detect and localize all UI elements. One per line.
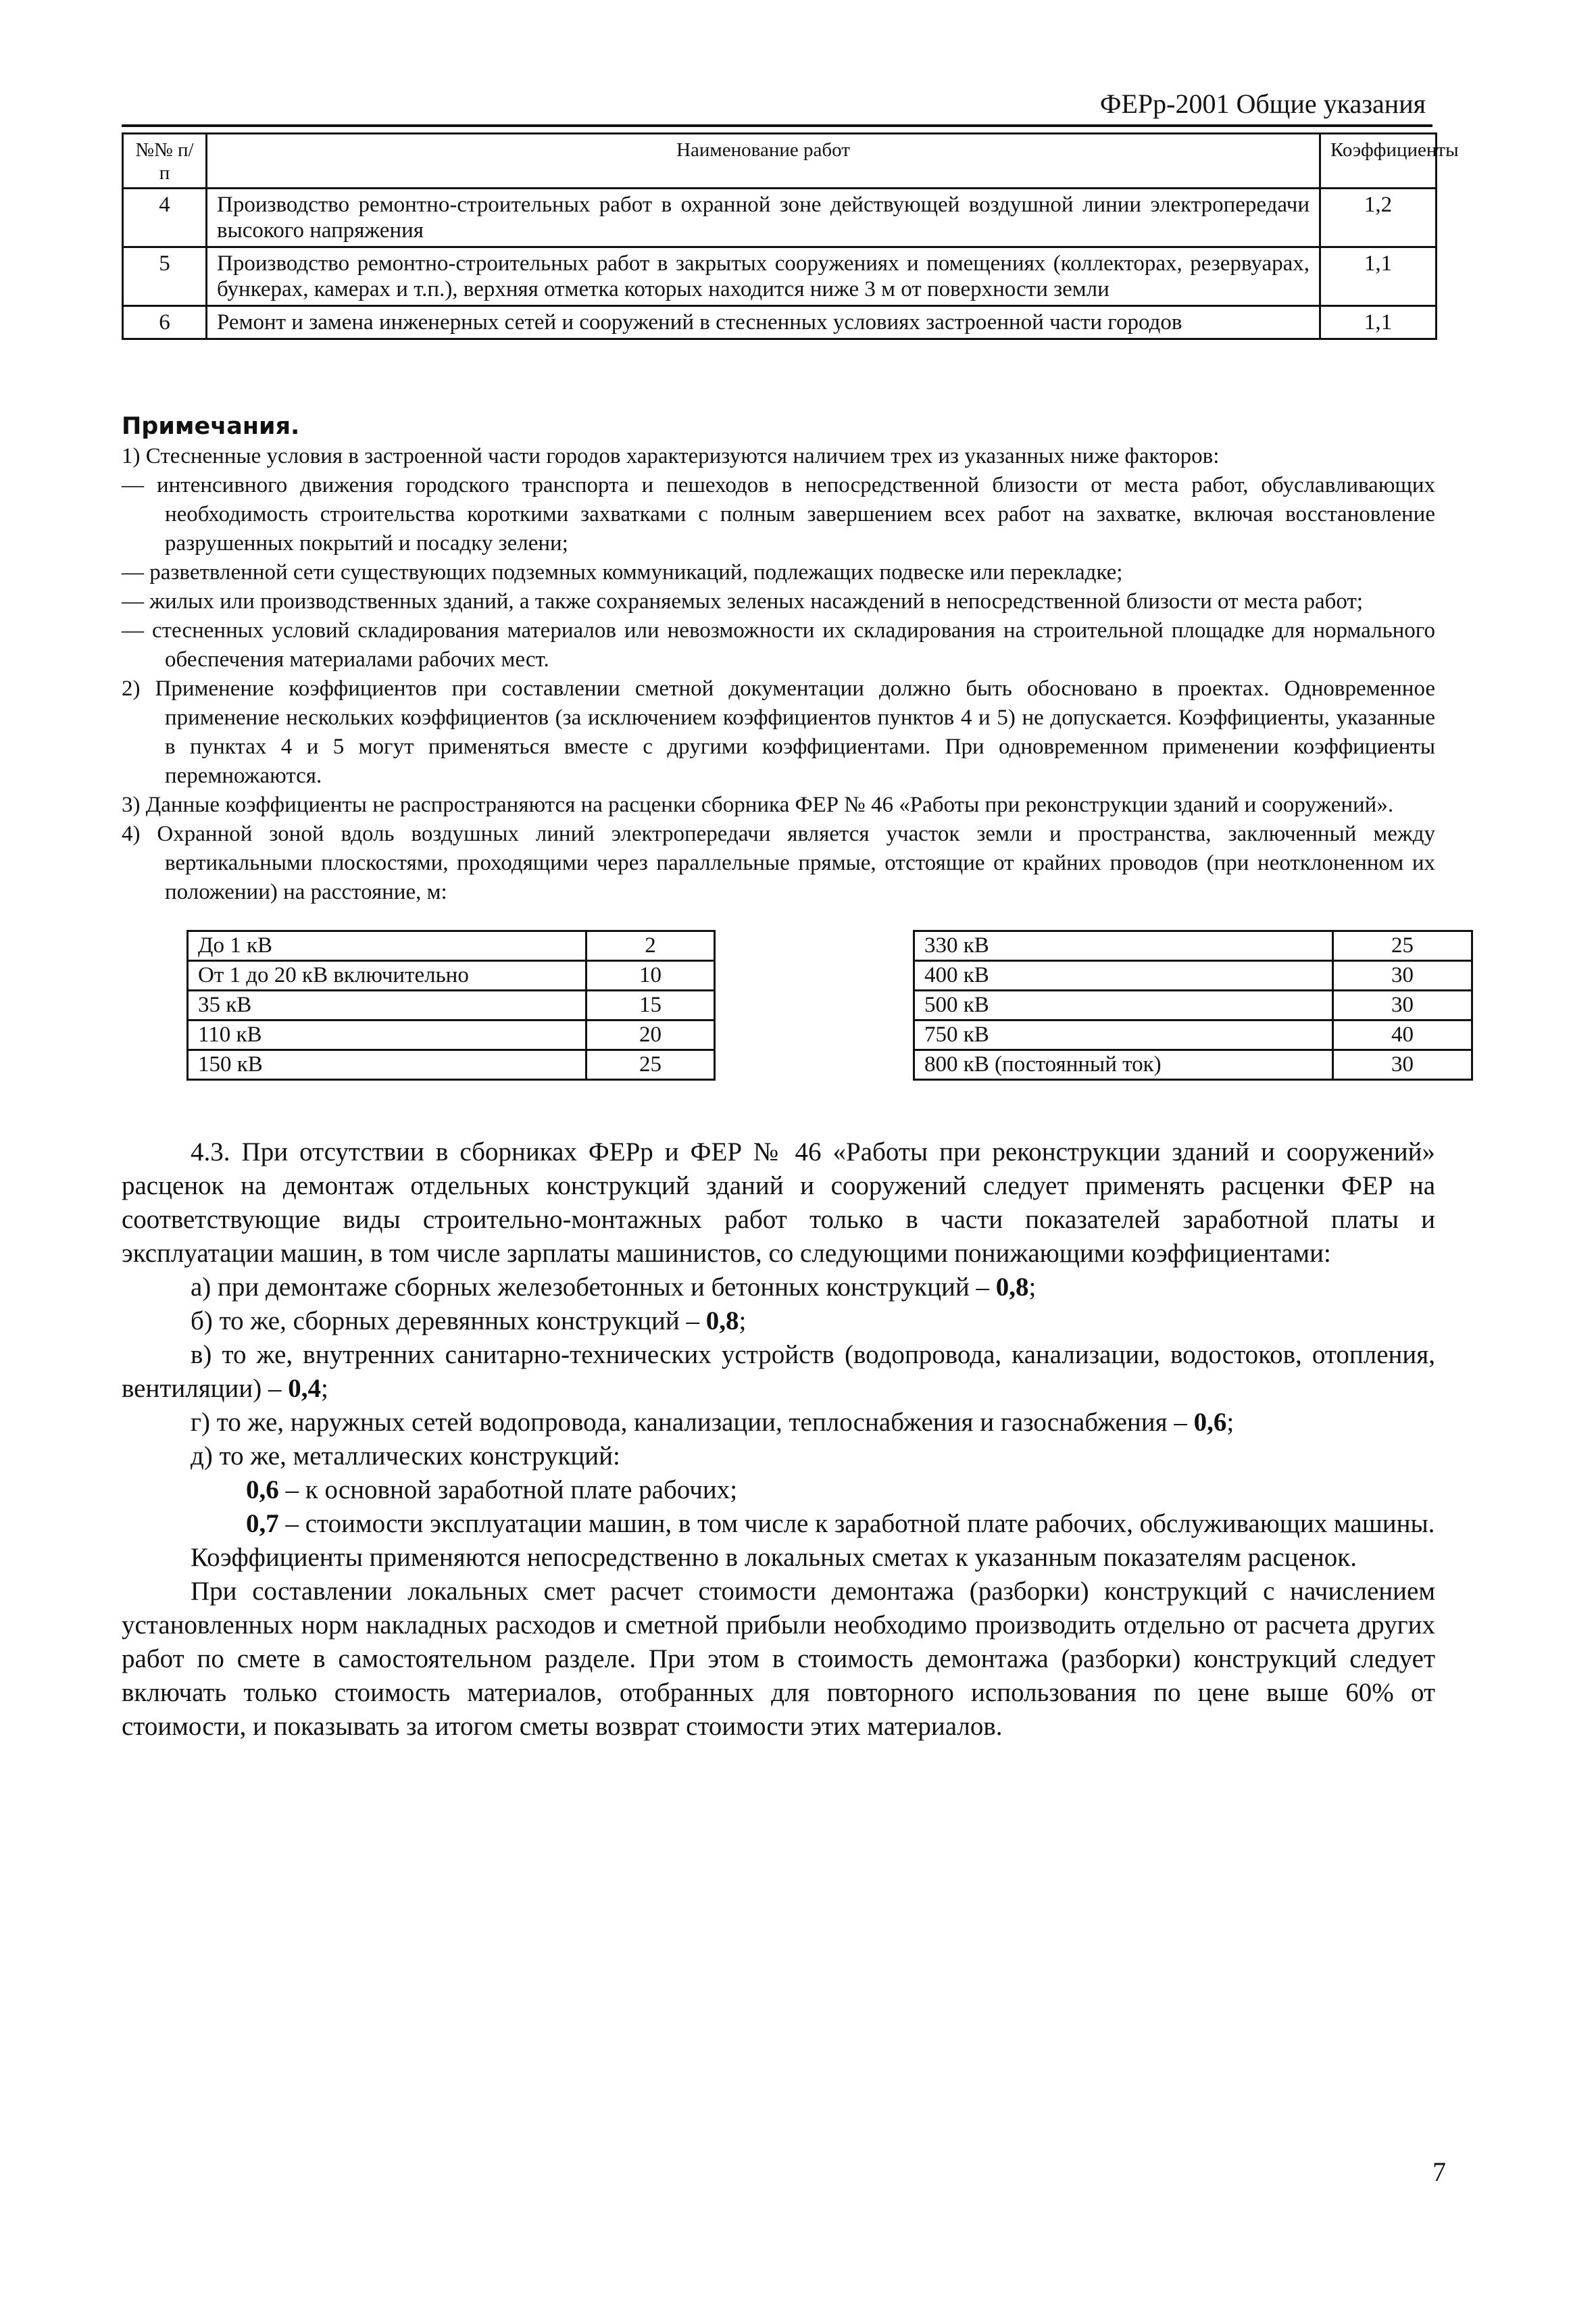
list-item-end: ; (321, 1374, 328, 1403)
section-4-3 (122, 1135, 1435, 1744)
distance-value: 40 (1333, 1020, 1472, 1050)
col-header-coef: Коэффициенты (1320, 134, 1437, 189)
table-row (123, 306, 1437, 339)
row-num: 4 (123, 189, 207, 247)
distance-value: 25 (587, 1050, 715, 1080)
list-item-text: в) то же, внутренних санитарно-технических устройств (водопровода, канализации, водостоков, отопления, вентиляции) – (122, 1340, 1435, 1403)
coefficient-value: 0,8 (705, 1306, 739, 1335)
note-3: 3) Данные коэффициенты не распространяются на расценки сборника ФЕР № 46 «Работы при реконструкции зданий и сооружений». (122, 793, 1394, 817)
voltage-label: От 1 до 20 кВ включительно (188, 961, 587, 991)
sub-list-item (122, 1507, 1435, 1541)
voltage-table-right (913, 930, 1473, 1081)
list-item (122, 1406, 1435, 1439)
note-2: 2) Применение коэффициентов при составлении сметной документации должно быть обосновано в проектах. Одновременное применение нескольких коэффициентов (за исключением коэффициентов пунктов 4 и 5) не допускается. Коэффициенты, указанные в пунктах 4 и 5 могут применяться вместе с другими коэффициентами. При одновременном применении коэффициенты перемножаются. (122, 676, 1435, 788)
table-row (188, 1050, 715, 1080)
list-item-text: г) то же, наружных сетей водопровода, канализации, теплоснабжения и газоснабжения – (191, 1408, 1194, 1437)
distance-value: 30 (1333, 1050, 1472, 1080)
distance-value: 30 (1333, 961, 1472, 991)
note-1-intro: 1) Стесненные условия в застроенной части городов характеризуются наличием трех из указанных ниже факторов: (122, 444, 1220, 468)
row-num: 6 (123, 306, 207, 339)
section-paragraph: 4.3. При отсутствии в сборниках ФЕРр и ФЕР № 46 «Работы при реконструкции зданий и сооружений» расценок на демонтаж отдельных конструкций зданий и сооружений следует применять расценки ФЕР на соответствующие виды строительно-монтажных работ только в части показателей заработной платы и эксплуатации машин, в том числе зарплаты машинистов, со следующими понижающими коэффициентами: (122, 1137, 1435, 1268)
sub-list-item-text: – к основной заработной плате рабочих; (278, 1475, 738, 1504)
coefficient-value: 0,7 (246, 1509, 279, 1538)
list-item-end: ; (1028, 1273, 1037, 1302)
table-row (914, 991, 1472, 1020)
table-row (914, 1020, 1472, 1050)
coefficient-value: 0,6 (246, 1475, 279, 1504)
voltage-table-left (186, 930, 716, 1081)
row-name: Производство ремонтно-строительных работ в охранной зоне действующей воздушной линии электропередачи высокого напряжения (207, 189, 1320, 247)
distance-value: 20 (587, 1020, 715, 1050)
coefficient-value: 0,4 (288, 1374, 322, 1403)
note-1-item: — жилых или производственных зданий, а также сохраняемых зеленых насаждений в непосредственной близости от места работ; (122, 589, 1364, 614)
row-coef: 1,1 (1320, 247, 1437, 306)
coefficients-table (122, 132, 1459, 340)
col-header-num: №№ п/п (123, 134, 207, 189)
row-num: 5 (123, 247, 207, 306)
table-row (914, 961, 1472, 991)
voltage-label: 35 кВ (188, 991, 587, 1020)
row-name: Производство ремонтно-строительных работ в закрытых сооружениях и помещениях (коллекторах, резервуарах, бункерах, камерах и т.п.), верхняя отметка которых находится ниже 3 м от поверхности земли (207, 247, 1320, 306)
list-item-text: а) при демонтаже сборных железобетонных и бетонных конструкций – (191, 1273, 996, 1302)
voltage-label: 110 кВ (188, 1020, 587, 1050)
table-header-row (123, 134, 1437, 189)
voltage-label: 330 кВ (914, 931, 1333, 961)
notes-title: Примечания. (122, 413, 300, 440)
voltage-label: До 1 кВ (188, 931, 587, 961)
table-row (123, 189, 1437, 247)
table-row (188, 931, 715, 961)
table-row (914, 931, 1472, 961)
note-1-item: — разветвленной сети существующих подземных коммуникаций, подлежащих подвеске или перекладке; (122, 560, 1123, 585)
table-row (188, 991, 715, 1020)
page-number: 7 (1432, 2157, 1446, 2187)
list-item (122, 1304, 1435, 1338)
row-coef: 1,2 (1320, 189, 1437, 247)
voltage-label: 500 кВ (914, 991, 1333, 1020)
table-row (123, 247, 1437, 306)
list-item (122, 1271, 1435, 1304)
voltage-label: 400 кВ (914, 961, 1333, 991)
section-paragraph: При составлении локальных смет расчет стоимости демонтажа (разборки) конструкций с начислением установленных норм накладных расходов и сметной прибыли необходимо производить отдельно от расчета других работ по смете в самостоятельном разделе. При этом в стоимость демонтажа (разборки) конструкций следует включать только стоимость материалов, отобранных для повторного использования по цене выше 60% от стоимости, и показывать за итогом сметы возврат стоимости этих материалов. (122, 1577, 1435, 1741)
list-item (122, 1338, 1435, 1406)
note-4: 4) Охранной зоной вдоль воздушных линий электропередачи является участок земли и пространства, заключенный между вертикальными плоскостями, проходящими через параллельные прямые, отстоящие от крайних проводов (при неотклоненном их положении) на расстояние, м: (122, 822, 1435, 904)
distance-value: 25 (1333, 931, 1472, 961)
note-1-item: — стесненных условий складирования материалов или невозможности их складирования на строительной площадке для нормального обеспечения материалами рабочих мест. (122, 618, 1435, 672)
sub-list-item-text: – стоимости эксплуатации машин, в том числе к заработной плате рабочих, обслуживающих машины. (278, 1509, 1435, 1538)
list-item-text: б) то же, сборных деревянных конструкций – (191, 1306, 706, 1335)
list-item (122, 1439, 1435, 1473)
table-row (914, 1050, 1472, 1080)
col-header-name: Наименование работ (207, 134, 1320, 189)
list-item-text: д) то же, металлических конструкций: (191, 1442, 620, 1471)
note-1-item: — интенсивного движения городского транспорта и пешеходов в непосредственной близости от места работ, обуславливающих необходимость строительства короткими захватками с полным завершением всех работ на захватке, включая восстановление разрушенных покрытий и посадку зелени; (122, 473, 1435, 556)
list-item-end: ; (739, 1306, 747, 1335)
table-row (188, 1020, 715, 1050)
distance-value: 15 (587, 991, 715, 1020)
running-header (122, 85, 1432, 127)
table-row (188, 961, 715, 991)
section-paragraph: Коэффициенты применяются непосредственно в локальных сметах к указанным показателям расценок. (191, 1543, 1357, 1572)
header-title: ФЕРр-2001 Общие указания (1099, 89, 1426, 119)
distance-value: 30 (1333, 991, 1472, 1020)
row-coef: 1,1 (1320, 306, 1437, 339)
voltage-label: 150 кВ (188, 1050, 587, 1080)
voltage-label: 750 кВ (914, 1020, 1333, 1050)
sub-list-item (122, 1473, 1435, 1507)
coefficient-value: 0,6 (1193, 1408, 1227, 1437)
distance-value: 10 (587, 961, 715, 991)
distance-value: 2 (587, 931, 715, 961)
coefficient-value: 0,8 (995, 1273, 1029, 1302)
list-item-end: ; (1226, 1408, 1235, 1437)
row-name: Ремонт и замена инженерных сетей и сооружений в стесненных условиях застроенной части городов (207, 306, 1320, 339)
voltage-label: 800 кВ (постоянный ток) (914, 1050, 1333, 1080)
notes-block (122, 411, 1435, 907)
